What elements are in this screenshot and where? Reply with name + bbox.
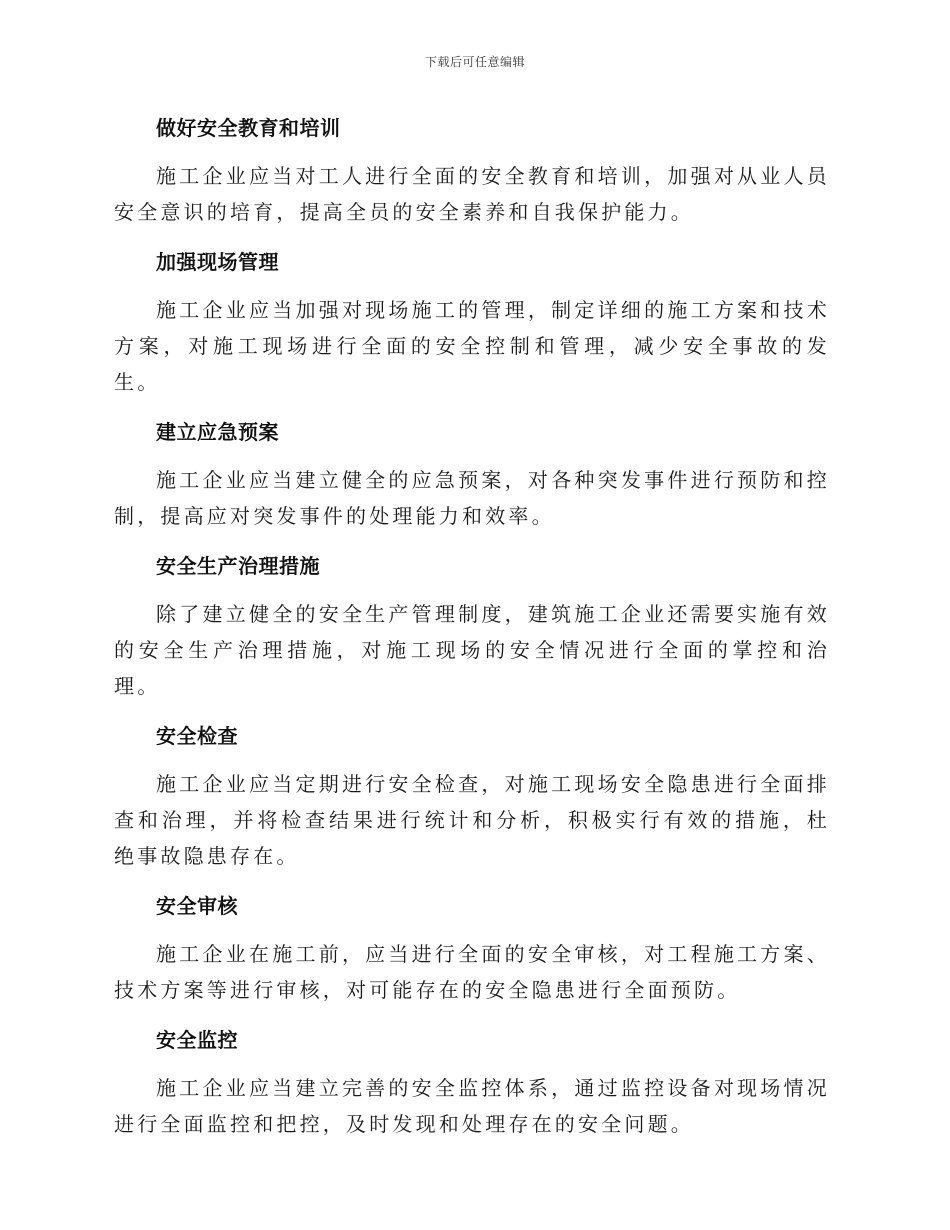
section-paragraph: 除了建立健全的安全生产管理制度，建筑施工企业还需要实施有效的安全生产治理措施，对施工现场的安全情况进行全面的掌控和治理。 (114, 602, 830, 698)
section-paragraph: 施工企业应当对工人进行全面的安全教育和培训，加强对从业人员安全意识的培育，提高全员的安全素养和自我保护能力。 (114, 164, 830, 224)
section-paragraph: 施工企业应当建立健全的应急预案，对各种突发事件进行预防和控制，提高应对突发事件的处理能力和效率。 (114, 468, 830, 528)
section-heading: 安全监控 (156, 1028, 238, 1052)
section-safety-inspection (114, 718, 830, 874)
document-body (114, 110, 830, 1142)
section-heading: 安全检查 (156, 724, 238, 748)
section-safety-education (114, 110, 830, 230)
section-paragraph: 施工企业应当定期进行安全检查，对施工现场安全隐患进行全面排查和治理，并将检查结果进行统计和分析，积极实行有效的措施，杜绝事故隐患存在。 (114, 772, 830, 868)
section-paragraph: 施工企业在施工前，应当进行全面的安全审核，对工程施工方案、技术方案等进行审核，对可能存在的安全隐患进行全面预防。 (114, 942, 830, 1002)
section-paragraph: 施工企业应当加强对现场施工的管理，制定详细的施工方案和技术方案，对施工现场进行全面的安全控制和管理，减少安全事故的发生。 (114, 298, 830, 394)
page-header: 下载后可任意编辑 (424, 55, 525, 69)
section-safety-monitoring (114, 1022, 830, 1142)
section-heading: 做好安全教育和培训 (156, 116, 341, 140)
section-heading: 安全审核 (156, 894, 238, 918)
section-heading: 建立应急预案 (156, 420, 279, 444)
section-emergency-plan (114, 414, 830, 534)
section-heading: 安全生产治理措施 (156, 554, 320, 578)
section-safety-review (114, 888, 830, 1008)
section-heading: 加强现场管理 (156, 250, 279, 274)
section-paragraph: 施工企业应当建立完善的安全监控体系，通过监控设备对现场情况进行全面监控和把控，及时发现和处理存在的安全问题。 (114, 1076, 830, 1136)
section-safety-governance (114, 548, 830, 704)
section-site-management (114, 244, 830, 400)
